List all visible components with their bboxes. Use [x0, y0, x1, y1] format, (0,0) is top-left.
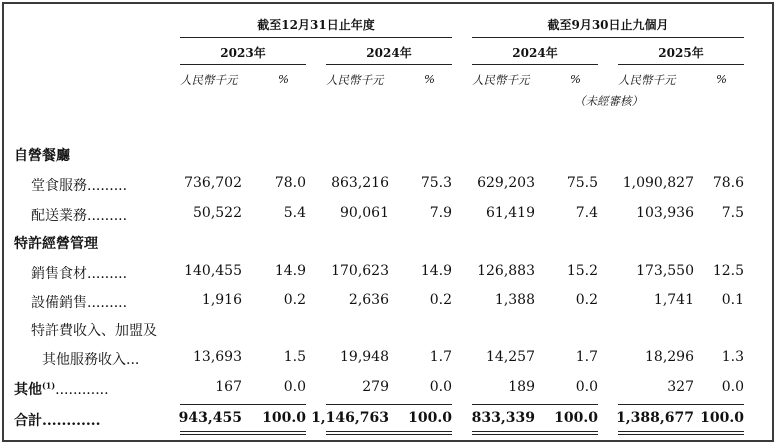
cell-r4-c4: 126,883	[477, 263, 535, 279]
unit-pct-2: %	[424, 72, 435, 86]
cell-r4-c0: 140,455	[184, 263, 242, 279]
rule-below-total-1-3	[618, 431, 744, 432]
unit-currency-1: 人民幣千元	[180, 73, 238, 87]
group-rule-left	[180, 37, 452, 38]
cell-r4-c6: 173,550	[636, 263, 694, 279]
cell-r8-c1: 0.0	[283, 379, 306, 395]
row-label-ingredient-sales: 銷售食材.........	[31, 266, 128, 282]
cell-r2-c2: 90,061	[340, 205, 389, 221]
cell-r5-c0: 1,916	[201, 292, 242, 308]
cell-r2-c6: 103,936	[636, 205, 694, 221]
cell-r7-c7: 1.3	[721, 349, 744, 365]
year-header-3: 2024年	[512, 46, 558, 60]
cell-r4-c1: 14.9	[274, 263, 306, 279]
cell-r5-c6: 1,741	[653, 292, 694, 308]
unit-pct-1: %	[278, 72, 289, 86]
cell-r8-c2: 279	[362, 379, 389, 395]
cell-r5-c3: 0.2	[429, 292, 452, 308]
row-label-equipment-sales: 設備銷售.........	[31, 295, 128, 311]
cell-r1-c1: 78.0	[274, 175, 306, 191]
rule-above-total-1	[326, 404, 452, 405]
cell-r7-c4: 14,257	[486, 349, 535, 365]
rule-above-total-3	[618, 404, 744, 405]
cell-r2-c1: 5.4	[283, 205, 306, 221]
row-label-franchise-fee-line2: 其他服務收入...	[42, 352, 140, 368]
cell-r7-c5: 1.7	[575, 349, 598, 365]
rule-above-total-0	[180, 404, 306, 405]
row-label-delivery: 配送業務.........	[31, 208, 128, 224]
cell-r2-c0: 50,522	[193, 205, 242, 221]
year-rule-2	[326, 64, 452, 65]
cell-r5-c1: 0.2	[283, 292, 306, 308]
cell-r4-c7: 12.5	[712, 263, 744, 279]
unit-pct-4: %	[716, 72, 727, 86]
rule-below-total-1-1	[326, 431, 452, 432]
cell-r9-c6: 1,388,677	[616, 410, 694, 426]
cell-r2-c3: 7.9	[429, 205, 452, 221]
year-rule-3	[472, 64, 598, 65]
cell-r9-c4: 833,339	[471, 410, 535, 426]
rule-below-total-1-0	[180, 431, 306, 432]
cell-r4-c5: 15.2	[566, 263, 598, 279]
rule-below-total-2-3	[618, 434, 744, 435]
cell-r1-c7: 78.6	[712, 175, 744, 191]
year-rule-4	[618, 64, 744, 65]
rule-below-total-2-1	[326, 434, 452, 435]
cell-r8-c4: 189	[508, 379, 535, 395]
group-header-nine-months: 截至9月30日止九個月	[547, 18, 669, 32]
cell-r9-c2: 1,146,763	[311, 410, 389, 426]
cell-r1-c3: 75.3	[420, 175, 452, 191]
unaudited-note: （未經審核）	[574, 94, 643, 108]
rule-below-total-2-0	[180, 434, 306, 435]
unit-currency-2: 人民幣千元	[326, 73, 384, 87]
row-label-other-text: 其他	[14, 382, 42, 398]
cell-r1-c2: 863,216	[331, 175, 389, 191]
cell-r1-c4: 629,203	[477, 175, 535, 191]
cell-r2-c4: 61,419	[486, 205, 535, 221]
footnote-marker: (1)	[42, 380, 56, 391]
cell-r5-c7: 0.1	[721, 292, 744, 308]
cell-r5-c4: 1,388	[494, 292, 535, 308]
cell-r1-c6: 1,090,827	[622, 175, 694, 191]
row-label-franchise-fee-line1: 特許費收入、加盟及	[31, 323, 157, 339]
unit-pct-3: %	[570, 72, 581, 86]
cell-r8-c6: 327	[667, 379, 694, 395]
cell-r9-c5: 100.0	[554, 410, 598, 426]
group-header-year-end: 截至12月31日止年度	[257, 18, 375, 32]
section-label-franchise: 特許經營管理	[14, 236, 98, 252]
row-label-dine-in: 堂食服務.........	[31, 178, 128, 194]
cell-r1-c5: 75.5	[566, 175, 598, 191]
cell-r7-c6: 18,296	[645, 349, 694, 365]
cell-r9-c0: 943,455	[178, 410, 242, 426]
cell-r8-c0: 167	[215, 379, 242, 395]
cell-r5-c2: 2,636	[348, 292, 389, 308]
cell-r2-c5: 7.4	[575, 205, 598, 221]
rule-above-total-2	[472, 404, 598, 405]
section-label-self-operated: 自營餐廳	[14, 148, 70, 164]
cell-r2-c7: 7.5	[721, 205, 744, 221]
group-rule-right	[472, 37, 744, 38]
rule-below-total-2-2	[472, 434, 598, 435]
cell-r8-c7: 0.0	[721, 379, 744, 395]
cell-r5-c5: 0.2	[575, 292, 598, 308]
rule-below-total-1-2	[472, 431, 598, 432]
cell-r7-c0: 13,693	[193, 349, 242, 365]
year-header-4: 2025年	[658, 46, 704, 60]
cell-r9-c7: 100.0	[700, 410, 744, 426]
cell-r1-c0: 736,702	[184, 175, 242, 191]
cell-r7-c1: 1.5	[283, 349, 306, 365]
unit-currency-3: 人民幣千元	[472, 73, 530, 87]
year-header-2: 2024年	[366, 46, 412, 60]
row-label-other	[14, 379, 109, 399]
cell-r7-c3: 1.7	[429, 349, 452, 365]
cell-r8-c3: 0.0	[429, 379, 452, 395]
cell-r4-c3: 14.9	[420, 263, 452, 279]
row-label-other-dots: ............	[55, 382, 109, 398]
cell-r8-c5: 0.0	[575, 379, 598, 395]
cell-r7-c2: 19,948	[340, 349, 389, 365]
row-label-total: 合計............	[14, 413, 101, 429]
year-rule-1	[180, 64, 306, 65]
cell-r9-c1: 100.0	[262, 410, 306, 426]
unit-currency-4: 人民幣千元	[618, 73, 676, 87]
cell-r9-c3: 100.0	[408, 410, 452, 426]
year-header-1: 2023年	[220, 46, 266, 60]
cell-r4-c2: 170,623	[331, 263, 389, 279]
